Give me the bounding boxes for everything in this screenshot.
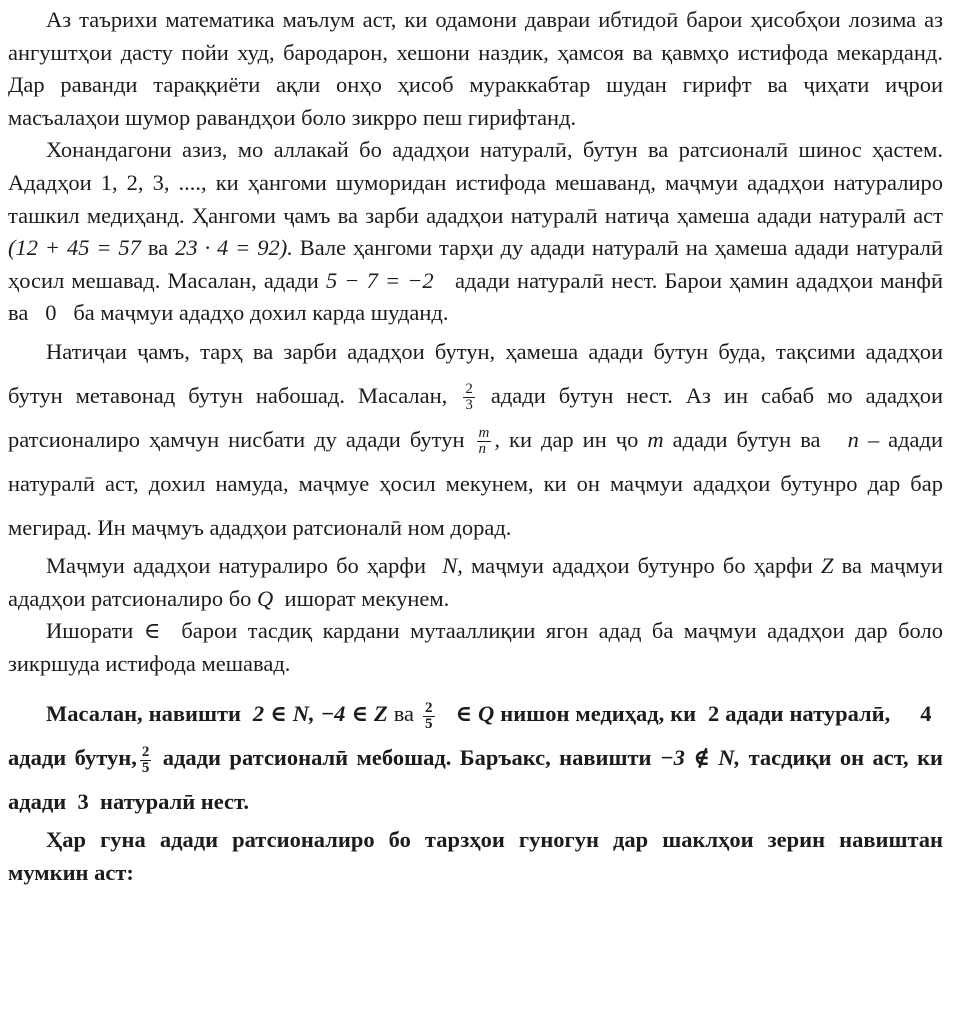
p5-text-a: Ишорати (46, 618, 134, 644)
fraction-two-fifths (423, 701, 435, 732)
paragraph-natural-numbers (8, 134, 943, 330)
p6-expr-3: −3 ∉ N, (659, 745, 741, 771)
fraction-numerator: 2 (141, 743, 150, 760)
p3-text-c: , ки дар ин ҷо (494, 426, 639, 452)
p6-text-g: натуралӣ нест. (99, 789, 249, 815)
p3-text-d: адади бутун ва (672, 426, 821, 452)
paragraph-example (8, 692, 943, 824)
p3-text-e: – адади натуралӣ аст, дохил намуда, маҷмуе ҳосил мекунем, ки он маҷмуи ададҳои бутунро дар бар мегирад. Ин маҷмуъ ададҳои ратсионалӣ ном дорад. (8, 426, 944, 540)
p5-text-b: барои тасдиқ кардани мутааллиқии ягон адад ба маҷмуи ададҳои дар боло зикршуда истифода мешавад. (8, 618, 943, 676)
fraction-denominator: 3 (465, 397, 473, 414)
paragraph-rational-forms: Ҳар гуна адади ратсионалиро бо тарзҳои гуногун дар шаклҳои зерин навиштан мумкин аст: (8, 827, 943, 885)
p4-text-a: Маҷмуи ададҳои натуралиро бо ҳарфи (46, 552, 426, 578)
p2-eq-product: 23 · 4 = 92). (175, 235, 293, 261)
set-z-symbol: Z (821, 552, 834, 578)
p2-text-c: адади натуралӣ нест. Барои ҳамин ададҳои манфӣ ва (8, 267, 944, 326)
p6-text-e: адади ратсионалӣ мебошад. Баръакс, навишти (162, 745, 652, 771)
p2-text-b: Вале ҳангоми тарҳи ду адади натуралӣ на ҳамеша адади натуралӣ ҳосил мешавад. Масалан, адади (8, 235, 944, 293)
fraction-numerator: 2 (465, 381, 473, 398)
p6-expr-1: 2 ∈ N, −4 ∈ Z (252, 701, 388, 727)
p3-var-n: n (847, 426, 859, 452)
p2-text-d: ба маҷмуи ададҳо дохил карда шуданд. (73, 300, 449, 326)
fraction-m-over-n (477, 426, 492, 457)
element-of-symbol: ∈ (143, 618, 161, 644)
fraction-denominator: n (478, 441, 487, 458)
paragraph-history: Аз таърихи математика маълум аст, ки одамони давраи ибтидоӣ барои ҳисобҳои лозима аз ангуштҳои дасту пойи худ, бародарон, хешони наздик, ҳамсоя ва қавмҳо истифода мекарданд. Дар раванди тараққиёти ақли онҳо ҳисоб мураккабтар шудан гирифт ва ҷиҳати иҷрои масъалаҳои шумор равандҳои боло зикрро пеш гирифтанд. (8, 7, 943, 130)
fraction-two-thirds (463, 382, 475, 413)
paragraph-integers (8, 330, 943, 550)
p3-text-b: адади бутун нест. Аз ин сабаб мо ададҳои ратсионалиро ҳамчун нисбати ду адади бутун (8, 382, 944, 452)
p6-text-d: адади бутун, (8, 745, 137, 771)
fraction-denominator: 5 (425, 715, 433, 732)
set-n-symbol: N (442, 552, 458, 578)
p3-text-a: Натиҷаи ҷамъ, тарҳ ва зарби ададҳои бутун, ҳамеша адади бутун буда, тақсими ададҳои бутун метавонад бутун набошад. Масалан, (8, 338, 943, 408)
p2-va: ва (147, 235, 169, 261)
p4-text-c: ва маҷмуи ададҳои ратсионалиро бо (8, 552, 944, 611)
paragraph-set-notation (8, 550, 943, 615)
p4-text-b: , маҷмуи ададҳои бутунро бо ҳарфи (457, 552, 813, 578)
fraction-denominator: 5 (141, 759, 150, 776)
paragraph-membership (8, 615, 943, 680)
p6-four: 4 (920, 701, 932, 727)
p2-eq-difference: 5 − 7 = −2 (325, 267, 434, 293)
p6-two: 2 (708, 701, 720, 727)
p2-zero: 0 (45, 300, 57, 326)
p6-text-c: адади натуралӣ, (725, 701, 891, 727)
p6-expr-2: ∈ Q (455, 701, 495, 727)
p2-eq-sum: (12 + 45 = 57 (8, 235, 141, 261)
fraction-two-fifths-second (140, 745, 152, 776)
p3-var-m: m (647, 426, 664, 452)
p6-text-f: тасдиқи он аст, ки адади (8, 745, 944, 815)
p6-va: ва (393, 701, 415, 727)
set-q-symbol: Q (257, 585, 274, 611)
p6-text-b: нишон медиҳад, ки (500, 701, 697, 727)
p2-text-a: Хонандагони азиз, мо аллакай бо ададҳои натуралӣ, бутун ва ратсионалӣ шинос ҳастем. Ададҳои 1, 2, 3, ...., ки ҳангоми шуморидан истифода мешаванд, маҷмуи ададҳои натуралиро ташкил медиҳанд. Ҳангоми ҷамъ ва зарби ададҳои натуралӣ натиҷа ҳамеша адади натуралӣ аст (8, 137, 943, 228)
fraction-numerator: m (478, 425, 490, 442)
p6-three: 3 (77, 789, 89, 815)
p6-text-a: Масалан, навишти (46, 701, 241, 727)
p4-text-d: ишорат мекунем. (284, 585, 450, 611)
fraction-numerator: 2 (425, 699, 433, 716)
